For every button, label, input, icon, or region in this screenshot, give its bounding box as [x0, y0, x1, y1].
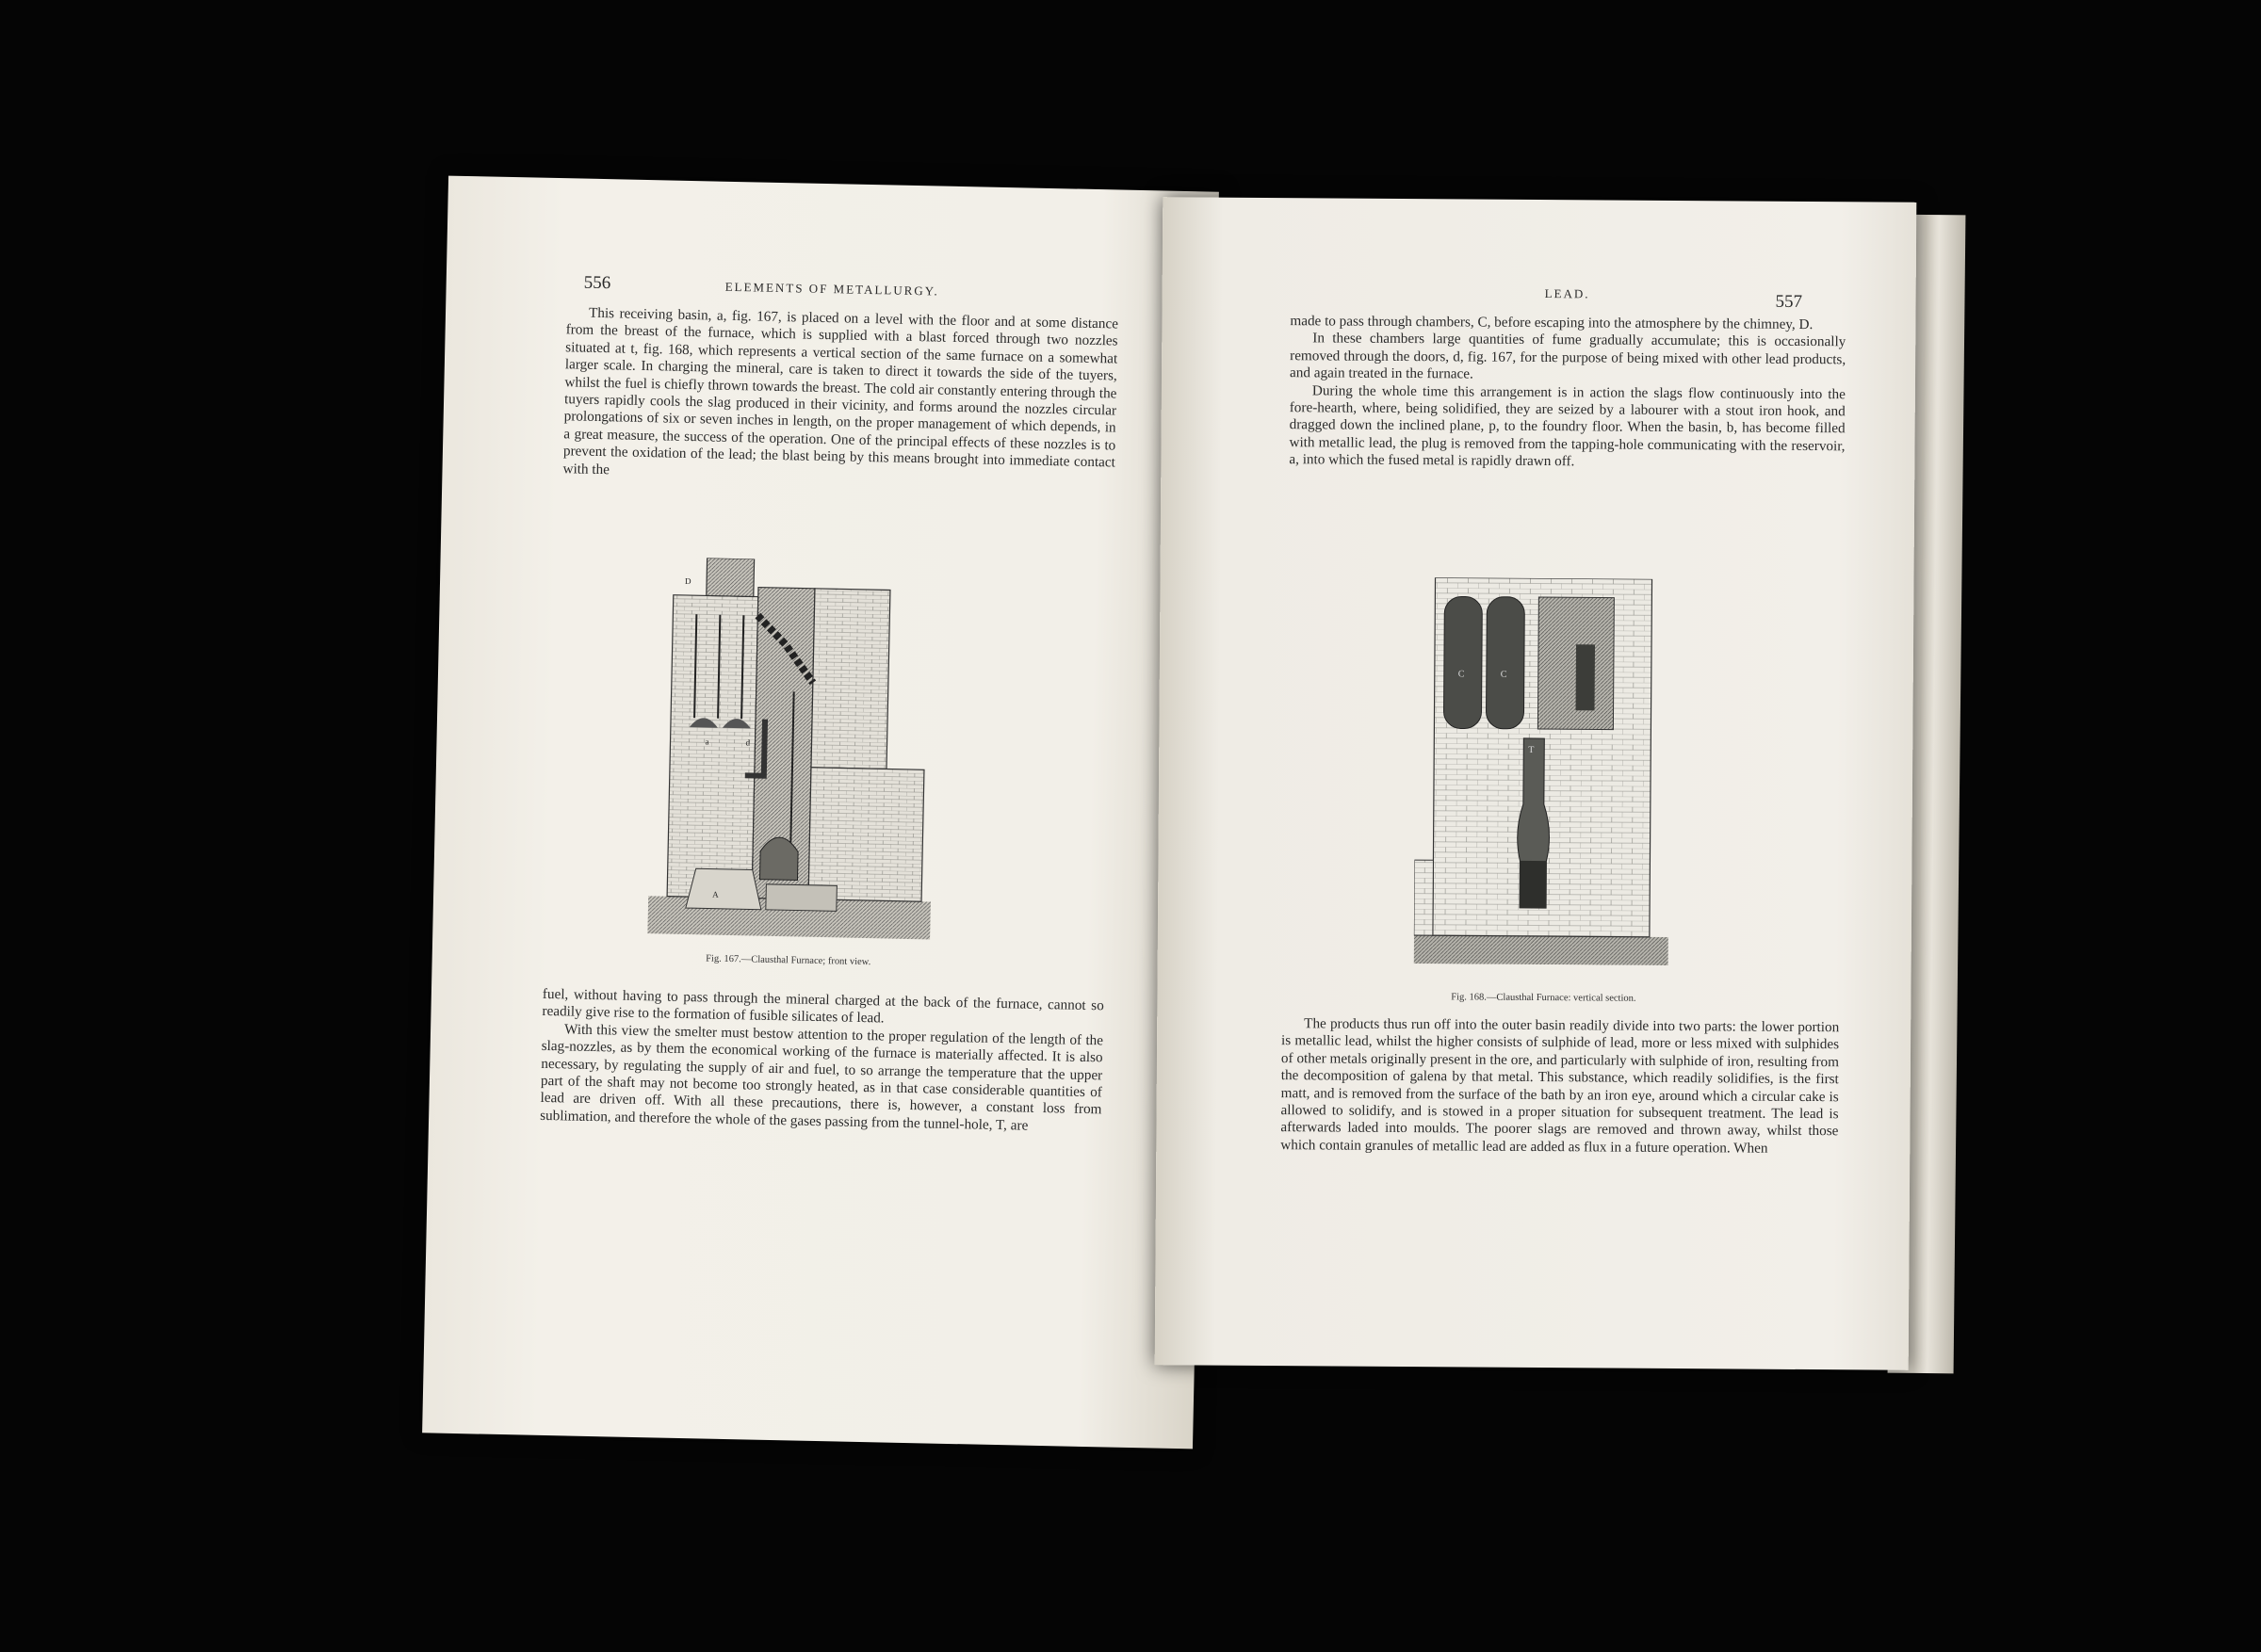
text-bottom	[1280, 1015, 1839, 1158]
figure-label: d	[745, 737, 751, 748]
paragraph: This receiving basin, a, fig. 167, is placed on a level with the floor and at some distance from the breast of the furnace, which is supplied with a blast forced through two nozzles situated at t, fig. 168, which represents a vertical section of the same furnace on a somewhat larger scale. In charging the mineral, care is taken to direct it towards the side of the tuyers, whilst the fuel is chiefly thrown towards the breast. The cold air constantly entering through the tuyers rapidly cools the slag produced in their vicinity, and forms around the nozzles circular prolongations of six or seven inches in length, on the proper management of which depends, in a great measure, the success of the operation. One of the principal effects of these nozzles is to prevent the oxidation of the lead; the blast being by this means brought into immediate contact with the	[562, 304, 1119, 478]
furnace-front-view-figure	[647, 557, 938, 958]
figure-label: A	[712, 889, 719, 899]
running-head: ELEMENTS OF METALLURGY.	[724, 279, 939, 299]
page-number: 557	[1775, 291, 1803, 312]
right-page	[1155, 197, 1917, 1370]
text-top	[562, 304, 1118, 489]
text-top	[1289, 313, 1846, 473]
figure-label: C	[1500, 669, 1507, 680]
paragraph: During the whole time this arrangement is in action the slags flow continuously into the fore-hearth, where, being solidified, they are seized by a labourer with a stout iron hook, and dragged down the inclined plane, p, to the foundry floor. When the basin, b, has become filled with metallic lead, the plug is removed from the tapping-hole communicating with the reservoir, a, into which the fused metal is rapidly drawn off.	[1289, 381, 1846, 470]
paragraph: fuel, without having to pass through the mineral charged at the back of the furnace, cannot so readily give rise to the formation of fusible silicates of lead.	[542, 985, 1104, 1027]
paragraph: With this view the smelter must bestow attention to the proper regulation of the length of the slag-nozzles, as by them the economical working of the furnace is materially affected. It is also necessary, by regulating the supply of air and fuel, to so arrange the temperature that the upper part of the shaft may not become too strongly heated, as in that case considerable quantities of lead are driven off. With all these precautions, there is, however, a constant loss from sublimation, and therefore the whole of the gases passing from the tunnel-hole, T, are	[540, 1021, 1104, 1134]
paragraph: In these chambers large quantities of fume gradually accumulate; this is occasionally removed through the doors, d, fig. 167, for the purpose of being mixed with other lead products, and again treated in the furnace.	[1289, 330, 1846, 382]
figure-caption: Fig. 167.—Clausthal Furnace; front view.	[706, 953, 871, 968]
left-page	[422, 176, 1219, 1450]
figure-label: D	[685, 575, 691, 587]
figure-caption: Fig. 168.—Clausthal Furnace: vertical section.	[1451, 992, 1636, 1004]
figure-label: T	[1528, 744, 1535, 755]
page-number: 556	[583, 272, 611, 294]
figure-label: C	[1457, 669, 1465, 680]
text-bottom	[540, 986, 1104, 1137]
furnace-vertical-section-figure	[1414, 577, 1671, 965]
paragraph: made to pass through chambers, C, before escaping into the atmosphere by the chimney, D.	[1290, 313, 1814, 333]
running-head: LEAD.	[1544, 286, 1590, 301]
paragraph: The products thus run off into the outer basin readily divide into two parts: the lower portion is metallic lead, whilst the higher consists of sulphide of lead, more or less mixed with sulphides of other metals originally present in the ore, and particularly with sulphide of iron, resulting from the decomposition of galena by that metal. This substance, which readily solidifies, is the first matt, and is removed from the surface of the bath by an iron eye, around which a circular cake is allowed to solidify, and is stowed in a proper situation for subsequent treatment. The lead is afterwards laded into moulds. The poorer slags are removed and thrown away, whilst those which contain granules of metallic lead are added as flux in a future operation. When	[1280, 1015, 1840, 1157]
figure-label: a	[705, 737, 709, 747]
